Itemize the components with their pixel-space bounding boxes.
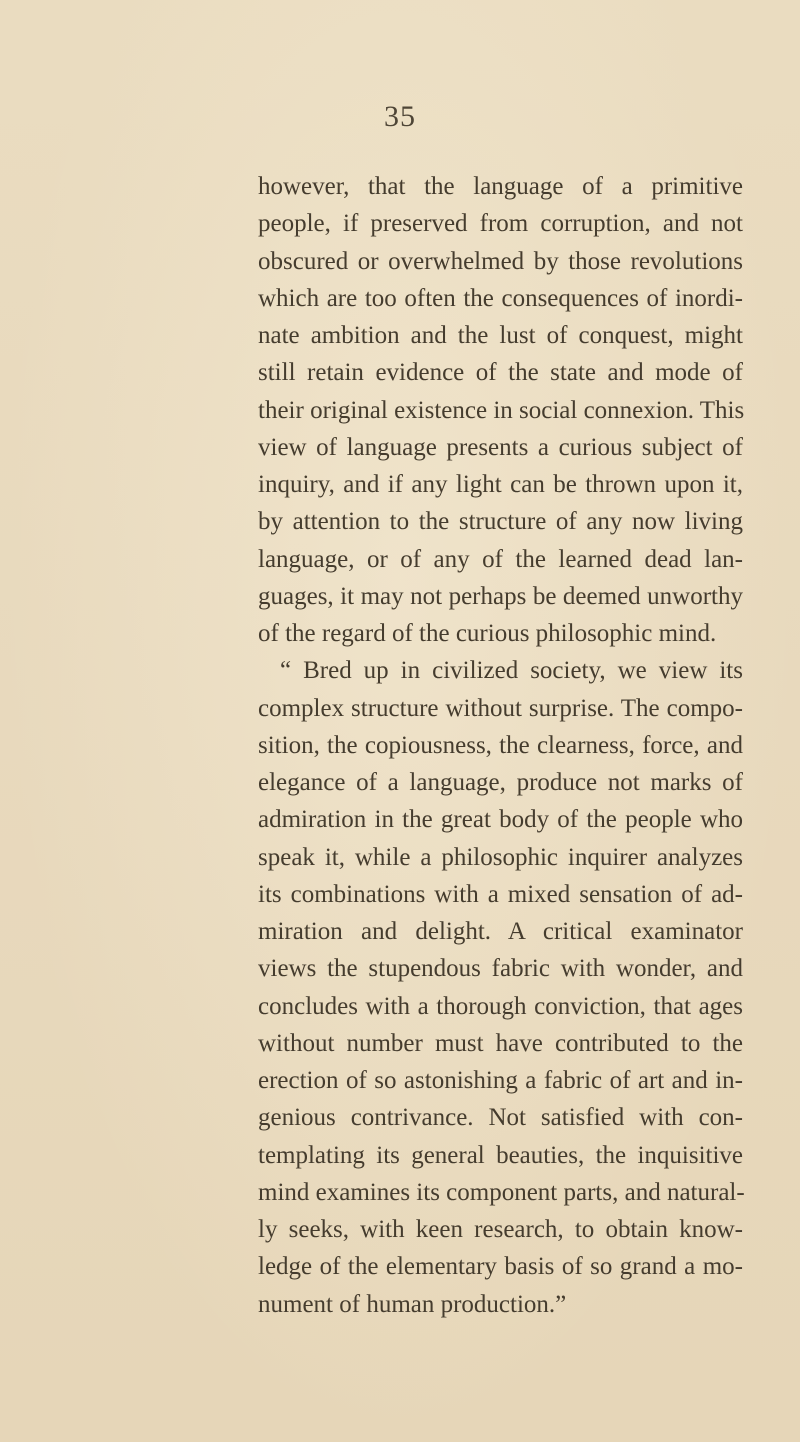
text-line: mind examines its component parts, and natural- — [258, 1178, 745, 1206]
text-line: nument of human production.” — [258, 1290, 567, 1318]
text-line: ledge of the elementary basis of so grand a mo- — [258, 1253, 743, 1281]
text-line: its combinations with a mixed sensation of ad- — [258, 880, 743, 908]
text-line: concludes with a thorough conviction, that ages — [258, 992, 743, 1020]
text-line: of the regard of the curious philosophic mind. — [258, 620, 717, 647]
text-line: still retain evidence of the state and mode of — [258, 359, 743, 387]
text-line: complex structure without surprise. The compo- — [258, 694, 743, 722]
text-line: view of language presents a curious subject of — [258, 433, 743, 461]
text-line: erection of so astonishing a fabric of art and in- — [258, 1067, 743, 1094]
text-line: inquiry, and if any light can be thrown upon it, — [258, 471, 743, 498]
text-line: without number must have contributed to the — [258, 1029, 743, 1057]
text-line: genious contrivance. Not satisfied with con- — [258, 1104, 743, 1132]
page-number: 35 — [384, 100, 416, 133]
text-line: ly seeks, with keen research, to obtain know- — [258, 1216, 743, 1243]
text-line: templating its general beauties, the inquisitive — [258, 1141, 743, 1169]
text-line: by attention to the structure of any now living — [258, 508, 743, 536]
text-line: which are too often the consequences of inordi- — [258, 284, 743, 312]
text-line: “ Bred up in civilized society, we view its — [280, 657, 743, 685]
text-line: admiration in the great body of the people who — [258, 806, 743, 834]
text-line: their original existence in social connexion. This — [258, 396, 745, 424]
text-line: guages, it may not perhaps be deemed unworthy — [258, 582, 743, 610]
text-line: sition, the copiousness, the clearness, force, and — [258, 731, 743, 759]
text-line: miration and delight. A critical examinator — [258, 918, 743, 945]
text-line: elegance of a language, produce not marks of — [258, 769, 743, 796]
text-line: language, or of any of the learned dead lan- — [258, 545, 743, 573]
text-line: speak it, while a philosophic inquirer analyzes — [258, 843, 743, 871]
text-line: nate ambition and the lust of conquest, might — [258, 322, 743, 349]
text-line: obscured or overwhelmed by those revolutions — [258, 247, 743, 275]
text-line: views the stupendous fabric with wonder, and — [258, 955, 743, 983]
text-line: however, that the language of a primitive — [258, 173, 743, 200]
text-line: people, if preserved from corruption, and not — [258, 210, 743, 238]
body-text — [258, 168, 743, 1323]
